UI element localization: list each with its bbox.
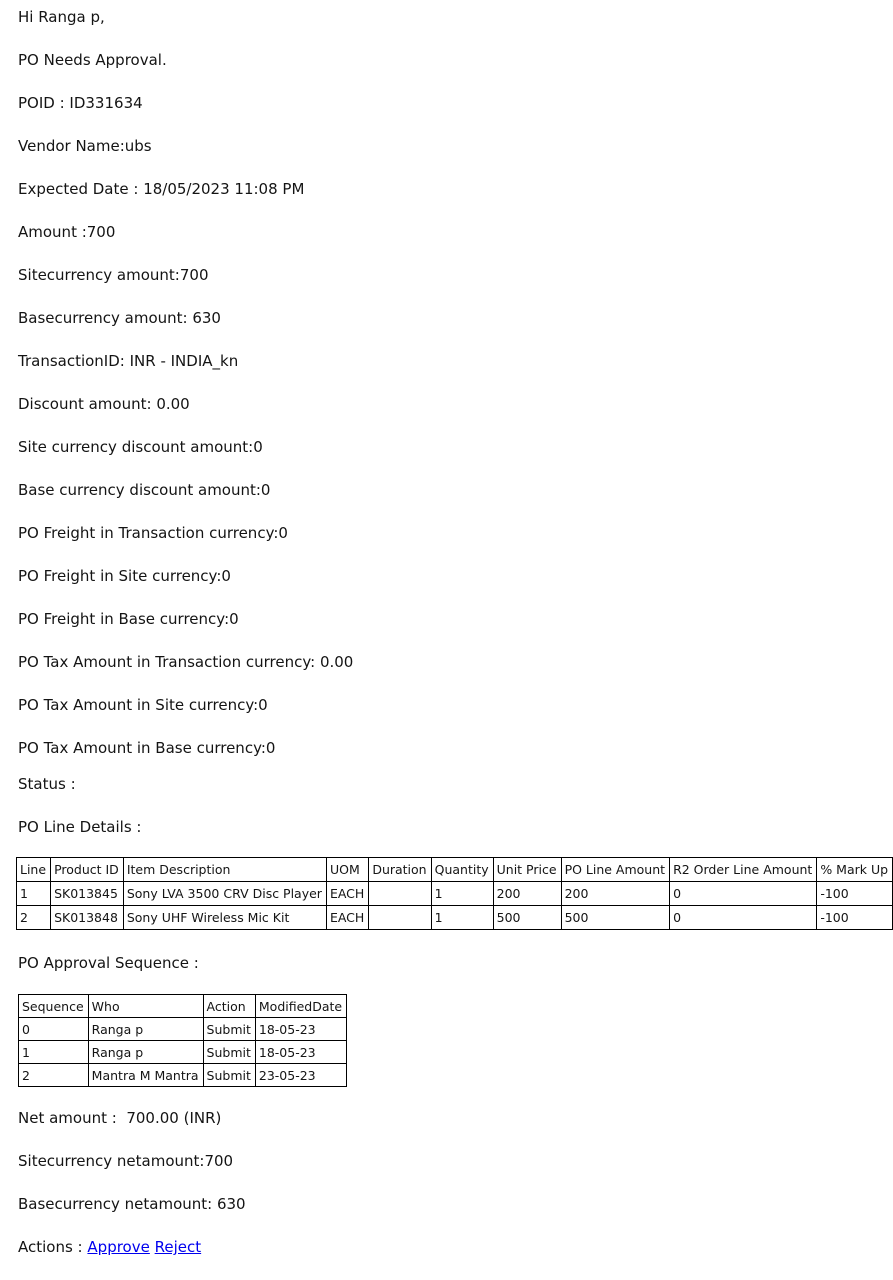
table-cell: Sony UHF Wireless Mic Kit [123,906,326,930]
table-cell: Submit [203,1064,255,1087]
field-poid: POID : ID331634 [18,94,143,112]
table-cell [369,882,431,906]
field-base-currency-discount: Base currency discount amount:0 [18,481,271,499]
table-cell: SK013845 [51,882,124,906]
table-row [19,1018,347,1041]
table-cell: Submit [203,1018,255,1041]
table-cell: -100 [817,906,893,930]
column-header: Action [203,995,255,1018]
column-header: PO Line Amount [561,858,670,882]
header-row [17,858,893,882]
field-site-currency-discount: Site currency discount amount:0 [18,438,263,456]
po-approval-sequence-table [18,994,347,1087]
field-transaction-id: TransactionID: INR - INDIA_kn [18,352,239,370]
field-amount: Amount :700 [18,223,116,241]
table-cell: 200 [561,882,670,906]
table-cell: 1 [17,882,51,906]
actions-row [18,1239,790,1256]
table-row [19,1064,347,1087]
table-row [17,882,893,906]
po-approval-sequence-header [19,995,347,1018]
column-header: Sequence [19,995,89,1018]
column-header: Item Description [123,858,326,882]
field-basecurrency-amount: Basecurrency amount: 630 [18,309,221,327]
table-cell: 1 [19,1041,89,1064]
po-line-details-heading: PO Line Details : [18,818,142,836]
table-cell: 2 [17,906,51,930]
column-header: Unit Price [493,858,561,882]
table-cell: 0 [19,1018,89,1041]
field-sitecurrency-amount: Sitecurrency amount:700 [18,266,209,284]
column-header: Quantity [431,858,493,882]
actions-label: Actions : [18,1238,83,1256]
table-cell: Ranga p [88,1041,203,1064]
field-expected-date: Expected Date : 18/05/2023 11:08 PM [18,180,305,198]
field-po-freight-site: PO Freight in Site currency:0 [18,567,231,585]
po-approval-sequence-heading: PO Approval Sequence : [18,954,199,972]
column-header: ModifiedDate [255,995,346,1018]
field-sitecurrency-netamount: Sitecurrency netamount:700 [18,1152,234,1170]
reject-link[interactable]: Reject [154,1238,202,1256]
approve-link[interactable]: Approve [87,1238,150,1256]
approval-message: PO Needs Approval. [18,51,167,69]
field-basecurrency-netamount: Basecurrency netamount: 630 [18,1195,246,1213]
field-status: Status : [18,775,76,793]
table-cell: SK013848 [51,906,124,930]
po-approval-sequence-body [19,1018,347,1087]
field-po-freight-base: PO Freight in Base currency:0 [18,610,239,628]
table-cell: 18-05-23 [255,1041,346,1064]
table-cell: 23-05-23 [255,1064,346,1087]
table-cell: 0 [670,882,817,906]
table-cell: EACH [326,882,368,906]
table-row [17,906,893,930]
table-cell: 200 [493,882,561,906]
po-line-details-header [17,858,893,882]
field-vendor-name: Vendor Name:ubs [18,137,152,155]
table-cell: 1 [431,906,493,930]
column-header: UOM [326,858,368,882]
table-cell: Sony LVA 3500 CRV Disc Player [123,882,326,906]
column-header: Line [17,858,51,882]
field-po-tax-site: PO Tax Amount in Site currency:0 [18,696,268,714]
table-cell: 18-05-23 [255,1018,346,1041]
column-header: % Mark Up [817,858,893,882]
table-cell [369,906,431,930]
table-cell: Mantra M Mantra [88,1064,203,1087]
table-cell: 0 [670,906,817,930]
table-cell: EACH [326,906,368,930]
table-cell: Submit [203,1041,255,1064]
table-cell: 500 [561,906,670,930]
table-cell: -100 [817,882,893,906]
header-row [19,995,347,1018]
field-po-freight-transaction: PO Freight in Transaction currency:0 [18,524,288,542]
column-header: Product ID [51,858,124,882]
table-cell: 500 [493,906,561,930]
greeting: Hi Ranga p, [18,8,105,26]
po-line-details-table [16,857,893,930]
field-po-tax-transaction: PO Tax Amount in Transaction currency: 0.00 [18,653,354,671]
table-cell: 2 [19,1064,89,1087]
po-line-details-body [17,882,893,930]
table-cell: 1 [431,882,493,906]
table-cell: Ranga p [88,1018,203,1041]
field-po-tax-base: PO Tax Amount in Base currency:0 [18,739,276,757]
table-row [19,1041,347,1064]
column-header: Duration [369,858,431,882]
field-net-amount: Net amount : 700.00 (INR) [18,1109,222,1127]
field-discount-amount: Discount amount: 0.00 [18,395,190,413]
column-header: Who [88,995,203,1018]
column-header: R2 Order Line Amount [670,858,817,882]
